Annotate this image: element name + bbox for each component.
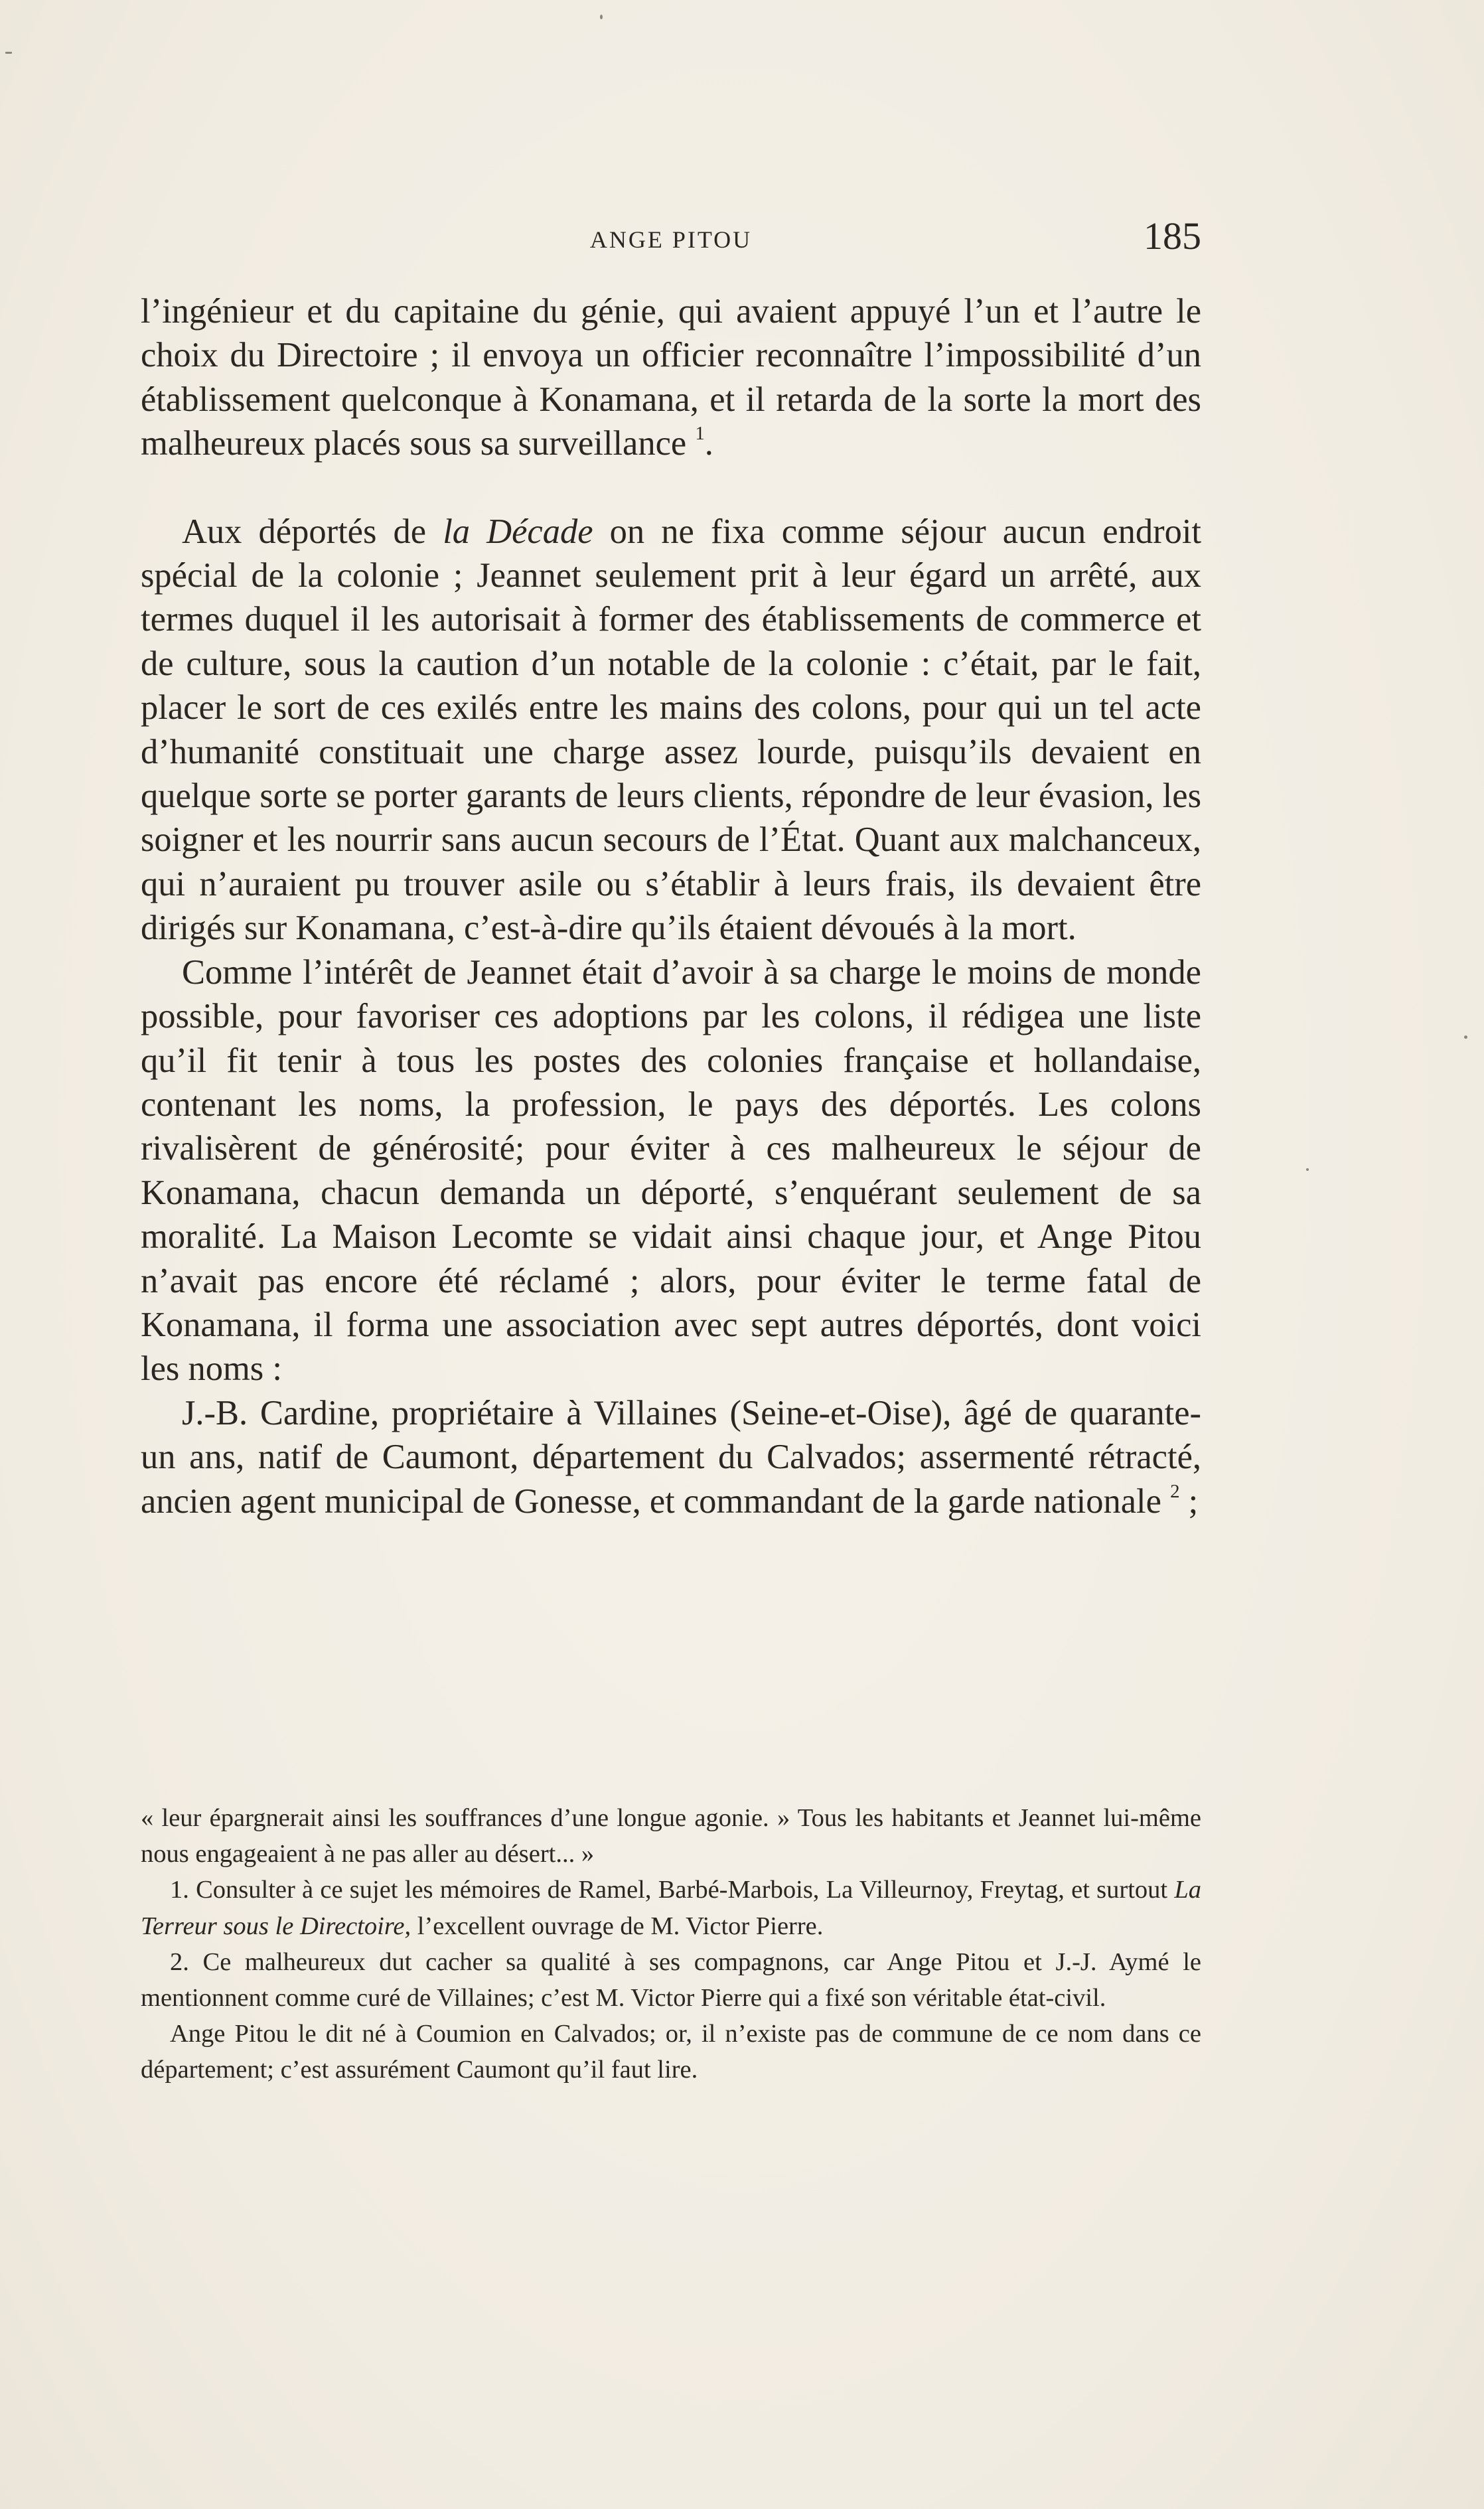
- paragraph-2: [141, 510, 1201, 950]
- paragraph-4-text: J.-B. Cardine, propriétaire à Villaines (Seine-et-Oise), âgé de quarante-un ans, natif de Caumont, département du Calvados; assermenté rétracté, ancien agent municipal de Gonesse, et commandant de la garde nationale: [141, 1393, 1201, 1521]
- footnote-1-book-title: La Terreur sous le Directoire,: [141, 1876, 1201, 1940]
- paragraph-1-end: .: [704, 424, 713, 463]
- footnote-2: [141, 1944, 1201, 2016]
- paper-speck: [5, 52, 12, 54]
- footnote-1-end: l’excellent ouvrage de M. Victor Pierre.: [411, 1912, 824, 1940]
- paper-speck: [1464, 1035, 1467, 1039]
- footnote-continuation: « leur épargnerait ainsi les souffrances d’une longue agonie. » Tous les habitants et Jeannet lui-même nous engageaient à ne pas aller au désert... »: [141, 1804, 1201, 1868]
- footnote-2-continuation: Ange Pitou le dit né à Coumion en Calvados; or, il n’existe pas de commune de ce nom dans ce département; c’est assurément Caumont qu’il faut lire.: [141, 2020, 1201, 2084]
- paragraph-4: [141, 1391, 1201, 1523]
- running-header: [141, 214, 1201, 267]
- journal-title: la Décade: [443, 512, 593, 551]
- paragraph-3: Comme l’intérêt de Jeannet était d’avoir à sa charge le moins de monde possible, pour favoriser ces adoptions par les colons, il rédigea une liste qu’il fit tenir à tous les postes des colonies française et hollandaise, contenant les noms, la profession, le pays des déportés. Les colons rivalisèrent de générosité; pour éviter à ces malheureux le séjour de Konamana, chacun demanda un déporté, s’enquérant seulement de sa moralité. La Maison Lecomte se vidait ainsi chaque jour, et Ange Pitou n’avait pas encore été réclamé ; alors, pour éviter le terme fatal de Konamana, il forma une association avec sept autres déportés, dont voici les noms :: [141, 952, 1201, 1389]
- footnote-1-text: Consulter à ce sujet les mémoires de Ramel, Barbé-Marbois, La Villeurnoy, Freytag, et surtout: [188, 1876, 1175, 1904]
- page-number: 185: [1144, 214, 1201, 258]
- paragraph-1: [141, 289, 1201, 466]
- paragraph-2-start: Aux déportés de: [182, 512, 443, 551]
- footnote-ref-2: 2: [1170, 1480, 1180, 1502]
- paper-speck: [600, 15, 603, 19]
- paragraph-1-text: l’ingénieur et du capitaine du génie, qui avaient appuyé l’un et l’autre le choix du Directoire ; il envoya un officier reconnaître l’impossibilité d’un établissement quelconque à Konamana, et il retarda de la sorte la mort des malheureux placés sous sa surveillance: [141, 292, 1201, 463]
- main-text: [141, 289, 1201, 1523]
- footnote-1: [141, 1872, 1201, 1943]
- footnotes: [141, 1800, 1201, 2088]
- footnote-ref-1: 1: [695, 423, 705, 445]
- footnote-2-number: 2.: [170, 1947, 189, 1976]
- footnote-2-text: Ce malheureux dut cacher sa qualité à ses compagnons, car Ange Pitou et J.-J. Aymé le mentionnent comme curé de Villaines; c’est M. Victor Pierre qui a fixé son véritable état-civil.: [141, 1947, 1201, 2013]
- footnote-1-number: 1.: [170, 1876, 189, 1904]
- paragraph-2-text: on ne fixa comme séjour aucun endroit spécial de la colonie ; Jeannet seulement prit à leur égard un arrêté, aux termes duquel il les autorisait à former des établissements de commerce et de culture, sous la caution d’un notable de la colonie : c’était, par le fait, placer le sort de ces exilés entre les mains des colons, pour qui un tel acte d’humanité constituait une charge assez lourde, puisqu’ils devaient en quelque sorte se porter garants de leurs clients, répondre de leur évasion, les soigner et les nourrir sans aucun secours de l’État. Quant aux malchanceux, qui n’auraient pu trouver asile ou s’établir à leurs frais, ils devaient être dirigés sur Konamana, c’est-à-dire qu’ils étaient dévoués à la mort.: [141, 512, 1201, 948]
- running-title: ANGE PITOU: [589, 226, 753, 253]
- paper-speck: [1306, 1168, 1309, 1171]
- paragraph-4-end: ;: [1179, 1482, 1199, 1521]
